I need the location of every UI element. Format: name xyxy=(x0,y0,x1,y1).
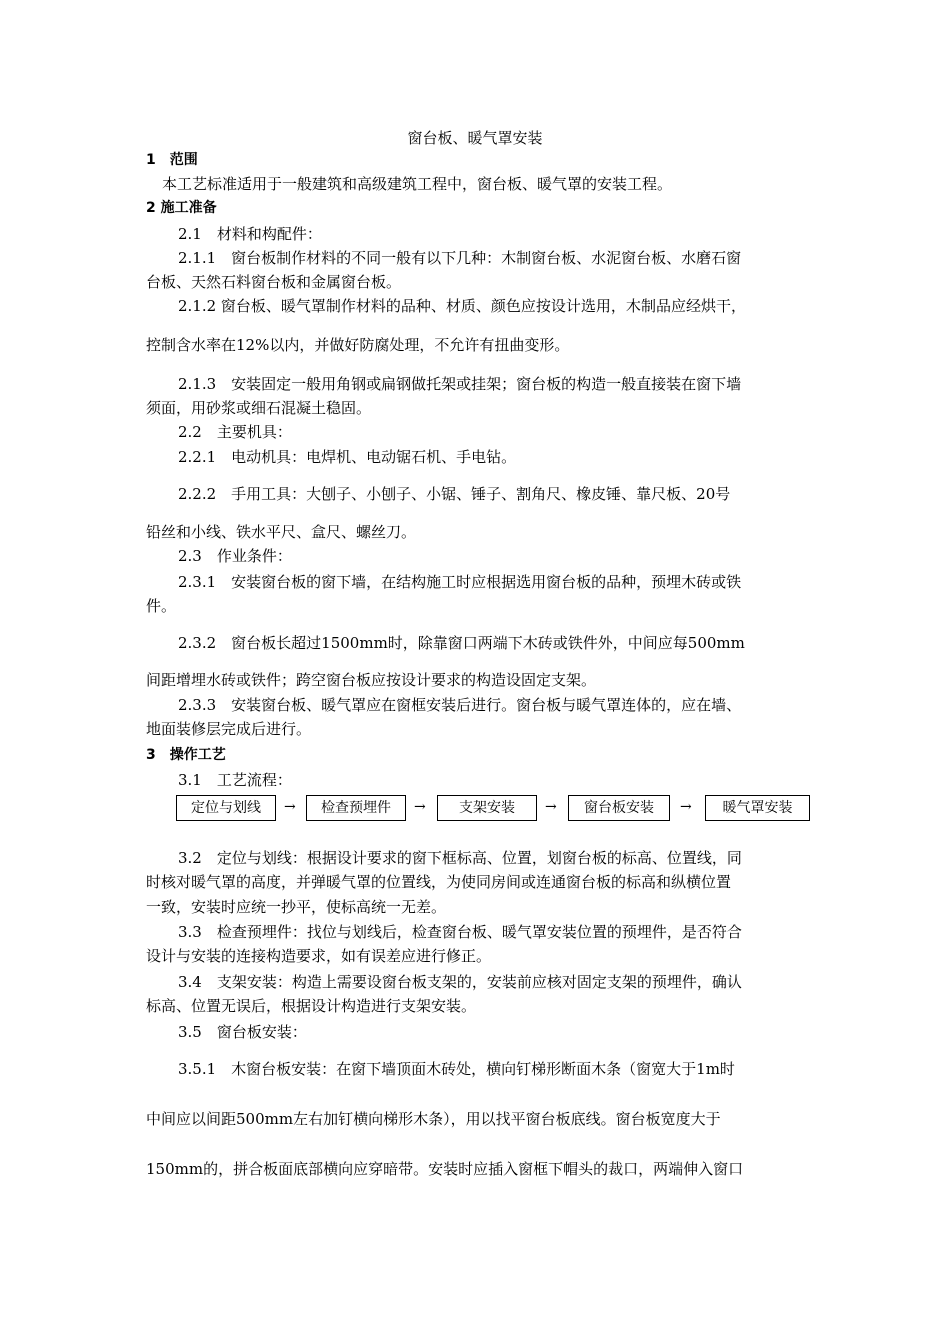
process-flowchart xyxy=(176,795,810,825)
paragraph-line: 设计与安装的连接构造要求，如有误差应进行修正。 xyxy=(146,947,492,965)
flow-step-box: 检查预埋件 xyxy=(306,795,406,821)
paragraph-line: 地面装修层完成后进行。 xyxy=(146,720,312,738)
section-heading: 3 操作工艺 xyxy=(146,747,226,763)
paragraph-line: 台板、天然石料窗台板和金属窗台板。 xyxy=(146,273,402,291)
paragraph-line: 150mm的，拼合板面底部横向应穿暗带。安装时应插入窗框下帽头的裁口，两端伸入窗口 xyxy=(146,1160,744,1178)
flow-arrow: → xyxy=(414,799,426,815)
paragraph-line: 间距增埋水砖或铁件；跨空窗台板应按设计要求的构造设固定支架。 xyxy=(146,671,597,689)
paragraph-line: 3.2 定位与划线：根据设计要求的窗下框标高、位置，划窗台板的标高、位置线，同 xyxy=(178,849,742,867)
paragraph-line: 2.1.3 安装固定一般用角钢或扁钢做托架或挂架；窗台板的构造一般直接装在窗下墙 xyxy=(178,375,742,393)
paragraph-line: 3.5.1 木窗台板安装：在窗下墙顶面木砖处，横向钉梯形断面木条（窗宽大于1m时 xyxy=(178,1060,735,1078)
flow-step-box: 定位与划线 xyxy=(176,795,276,821)
flow-step-box: 窗台板安装 xyxy=(568,795,670,821)
flow-step-box: 暖气罩安装 xyxy=(705,795,810,821)
paragraph-line: 中间应以间距500mm左右加钉横向梯形木条），用以找平窗台板底线。窗台板宽度大于 xyxy=(146,1110,721,1128)
paragraph-line: 一致，安装时应统一抄平，使标高统一无差。 xyxy=(146,898,447,916)
paragraph-line: 2.3.3 安装窗台板、暖气罩应在窗框安装后进行。窗台板与暖气罩连体的，应在墙、 xyxy=(178,696,742,714)
paragraph-line: 2.1.1 窗台板制作材料的不同一般有以下几种：木制窗台板、水泥窗台板、水磨石窗 xyxy=(178,249,742,267)
paragraph-line: 2.2.1 电动机具：电焊机、电动锯石机、手电钻。 xyxy=(178,448,517,466)
paragraph-line: 2.2.2 手用工具：大刨子、小刨子、小锯、锤子、割角尺、橡皮锤、靠尺板、20号 xyxy=(178,485,731,503)
subsection-heading: 2.2 主要机具： xyxy=(178,423,292,441)
subsection-heading: 2.1 材料和构配件： xyxy=(178,225,322,243)
page-title: 窗台板、暖气罩安装 xyxy=(407,129,543,147)
subsection-heading: 3.1 工艺流程： xyxy=(178,771,292,789)
paragraph-line: 2.3.2 窗台板长超过1500mm时，除靠窗口两端下木砖或铁件外，中间应每500mm xyxy=(178,634,745,652)
section-heading: 2 施工准备 xyxy=(146,200,217,216)
flow-arrow: → xyxy=(680,799,692,815)
paragraph-line: 件。 xyxy=(146,597,177,615)
paragraph-line: 须面，用砂浆或细石混凝土稳固。 xyxy=(146,399,372,417)
paragraph-line: 3.4 支架安装：构造上需要设窗台板支架的，安装前应核对固定支架的预埋件，确认 xyxy=(178,973,742,991)
flow-step-box: 支架安装 xyxy=(437,795,537,821)
flow-arrow: → xyxy=(545,799,557,815)
subsection-heading: 2.3 作业条件： xyxy=(178,547,292,565)
section-heading: 1 范围 xyxy=(146,152,198,168)
paragraph-line: 标高、位置无误后，根据设计构造进行支架安装。 xyxy=(146,997,477,1015)
paragraph-line: 本工艺标准适用于一般建筑和高级建筑工程中，窗台板、暖气罩的安装工程。 xyxy=(162,175,673,193)
paragraph-line: 控制含水率在12%以内，并做好防腐处理，不允许有扭曲变形。 xyxy=(146,336,570,354)
paragraph-line: 时核对暖气罩的高度，并弹暖气罩的位置线，为使同房间或连通窗台板的标高和纵横位置 xyxy=(146,873,732,891)
flow-arrow: → xyxy=(284,799,296,815)
paragraph-line: 3.3 检查预埋件：找位与划线后，检查窗台板、暖气罩安装位置的预埋件，是否符合 xyxy=(178,923,742,941)
paragraph-line: 2.1.2 窗台板、暖气罩制作材料的品种、材质、颜色应按设计选用，木制品应经烘干， xyxy=(178,297,746,315)
paragraph-line: 铅丝和小线、铁水平尺、盒尺、螺丝刀。 xyxy=(146,523,417,541)
subsection-heading: 3.5 窗台板安装： xyxy=(178,1023,307,1041)
paragraph-line: 2.3.1 安装窗台板的窗下墙，在结构施工时应根据选用窗台板的品种，预埋木砖或铁 xyxy=(178,573,742,591)
